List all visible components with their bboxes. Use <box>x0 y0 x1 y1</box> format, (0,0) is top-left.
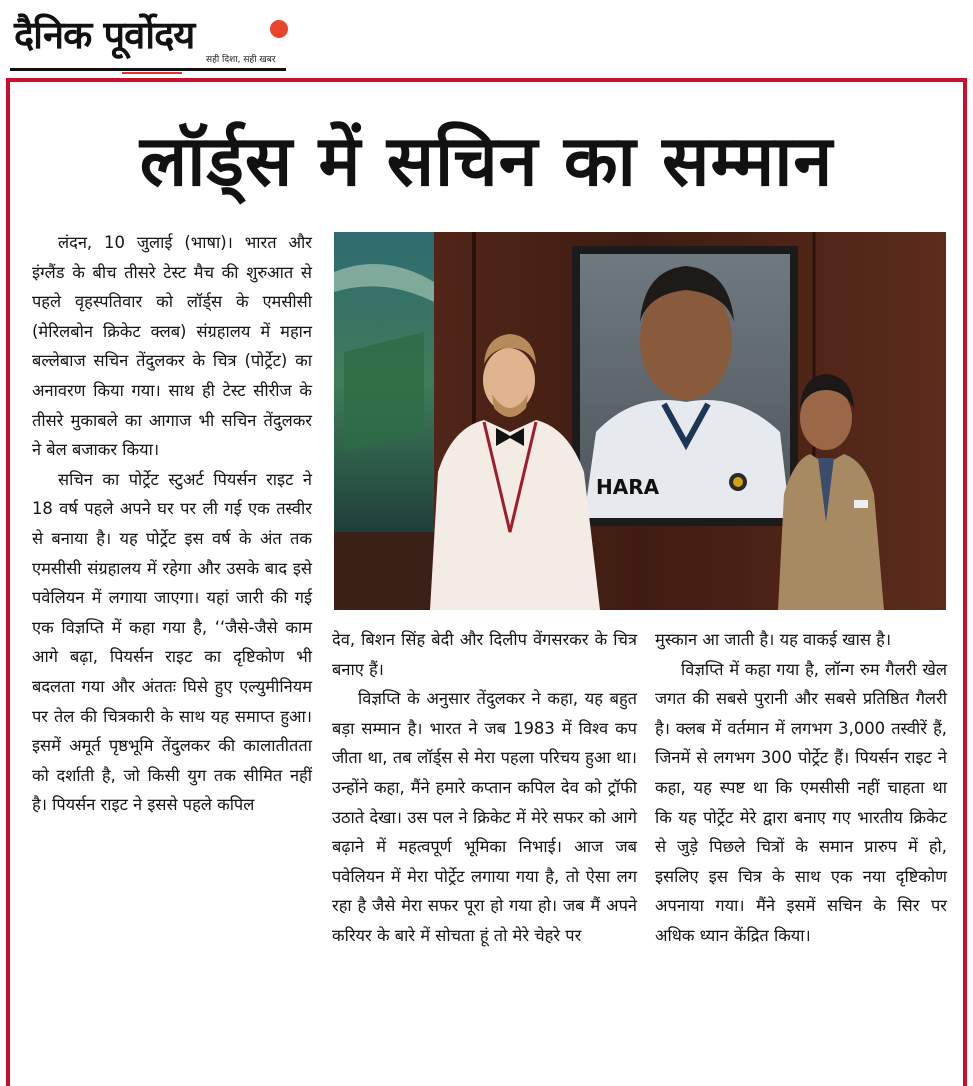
logo-sun-icon <box>270 20 288 38</box>
paragraph: मुस्कान आ जाती है। यह वाकई खास है। <box>655 630 892 649</box>
masthead <box>10 6 286 72</box>
newspaper-title: दैनिक पूर्वोदय <box>14 13 195 57</box>
masthead-accent-line <box>122 72 182 74</box>
paragraph: देव, बिशन सिंह बेदी और दिलीप वेंगसरकर के चित्र बनाए हैं। <box>332 630 637 679</box>
paragraph: लंदन, 10 जुलाई (भाषा)। भारत और इंग्लैंड के बीच तीसरे टेस्ट मैच की शुरुआत से पहले वृहस्पतिवार को लॉर्ड्स के एमसीसी (मेरिलबोन क्रिकेट क्लब) संग्रहालय में महान बल्लेबाज सचिन तेंदुलकर के चित्र (पोर्ट्रेट) का अनावरण किया गया। साथ ही टेस्ट सीरीज के तीसरे मुकाबले का आगाज भी सचिन तेंदुलकर ने बेल बजाकर किया। <box>32 233 312 460</box>
article-column-2 <box>332 625 637 951</box>
portrait-jersey <box>584 400 790 518</box>
article-photo <box>334 232 946 610</box>
article-column-1 <box>32 228 312 820</box>
newspaper-tagline: सही दिशा, सही खबर <box>206 55 276 65</box>
article-column-3 <box>655 625 947 951</box>
paragraph: विज्ञप्ति के अनुसार तेंदुलकर ने कहा, यह बहुत बड़ा सम्मान है। भारत ने जब 1983 में विश्व कप जीता था, तब लॉर्ड्स से मेरा पहला परिचय हुआ था। उन्होंने कहा, मैंने हमारे कप्तान कपिल देव को ट्रॉफी उठाते देखा। उस पल ने क्रिकेट में मेरे सफर को आगे बढ़ाने में महत्वपूर्ण भूमिका निभाई। आज जब पवेलियन में मेरा पोर्ट्रेट लगाया गया है, तो ऐसा लग रहा है जैसे मेरा सफर पूरा हो गया हो। जब मैं अपने करियर के बारे में सोचता हूं तो मेरे चेहरे पर <box>332 689 637 945</box>
paragraph: सचिन का पोर्ट्रेट स्टुअर्ट पियर्सन राइट ने 18 वर्ष पहले अपने घर पर ली गई एक तस्वीर से बनाया है। यह पोर्ट्रेट इस वर्ष के अंत तक एमसीसी संग्रहालय में रहेगा और उसके बाद इसे पवेलियन में लगाया जाएगा। यहां जारी की गई एक विज्ञप्ति में कहा गया है, ‘‘जैसे-जैसे काम आगे बढ़ा, पियर्सन राइट का दृष्टिकोण भी बदलता गया और अंततः घिसे हुए एल्युमीनियम पर तेल की चित्रकारी के साथ यह समाप्त हुआ। इसमें अमूर्त पृष्ठभूमि तेंदुलकर की कालातीतता को दर्शाती है, जो किसी युग तक सीमित नहीं है। पियर्सन राइट ने इससे पहले कपिल <box>32 469 312 815</box>
masthead-rule <box>10 68 286 71</box>
man-left-face <box>483 348 535 412</box>
photo-scene <box>334 232 946 610</box>
jersey-sponsor-text: HARA <box>596 475 660 499</box>
headline: लॉर्ड्स में सचिन का सम्मान <box>139 120 834 202</box>
paragraph: विज्ञप्ति में कहा गया है, लॉन्ग रुम गैलरी खेल जगत की सबसे पुरानी और सबसे प्रतिष्ठित गैलरी है। क्लब में वर्तमान में लगभग 3,000 तस्वीरें हैं, जिनमें से लगभग 300 पोर्ट्रेट हैं। पियर्सन राइट ने कहा, यह स्पष्ट था कि एमसीसी नहीं चाहता था कि यह पोर्ट्रेट मेरे द्वारा बनाए गए भारतीय क्रिकेट से जुड़े पिछले चित्रों के समान प्रारुप में हो, इसलिए इस चित्र के साथ एक नया दृष्टिकोण अपनाया गया। मैंने इसमें सचिन के सिर पर अधिक ध्यान केंद्रित किया। <box>655 659 947 945</box>
